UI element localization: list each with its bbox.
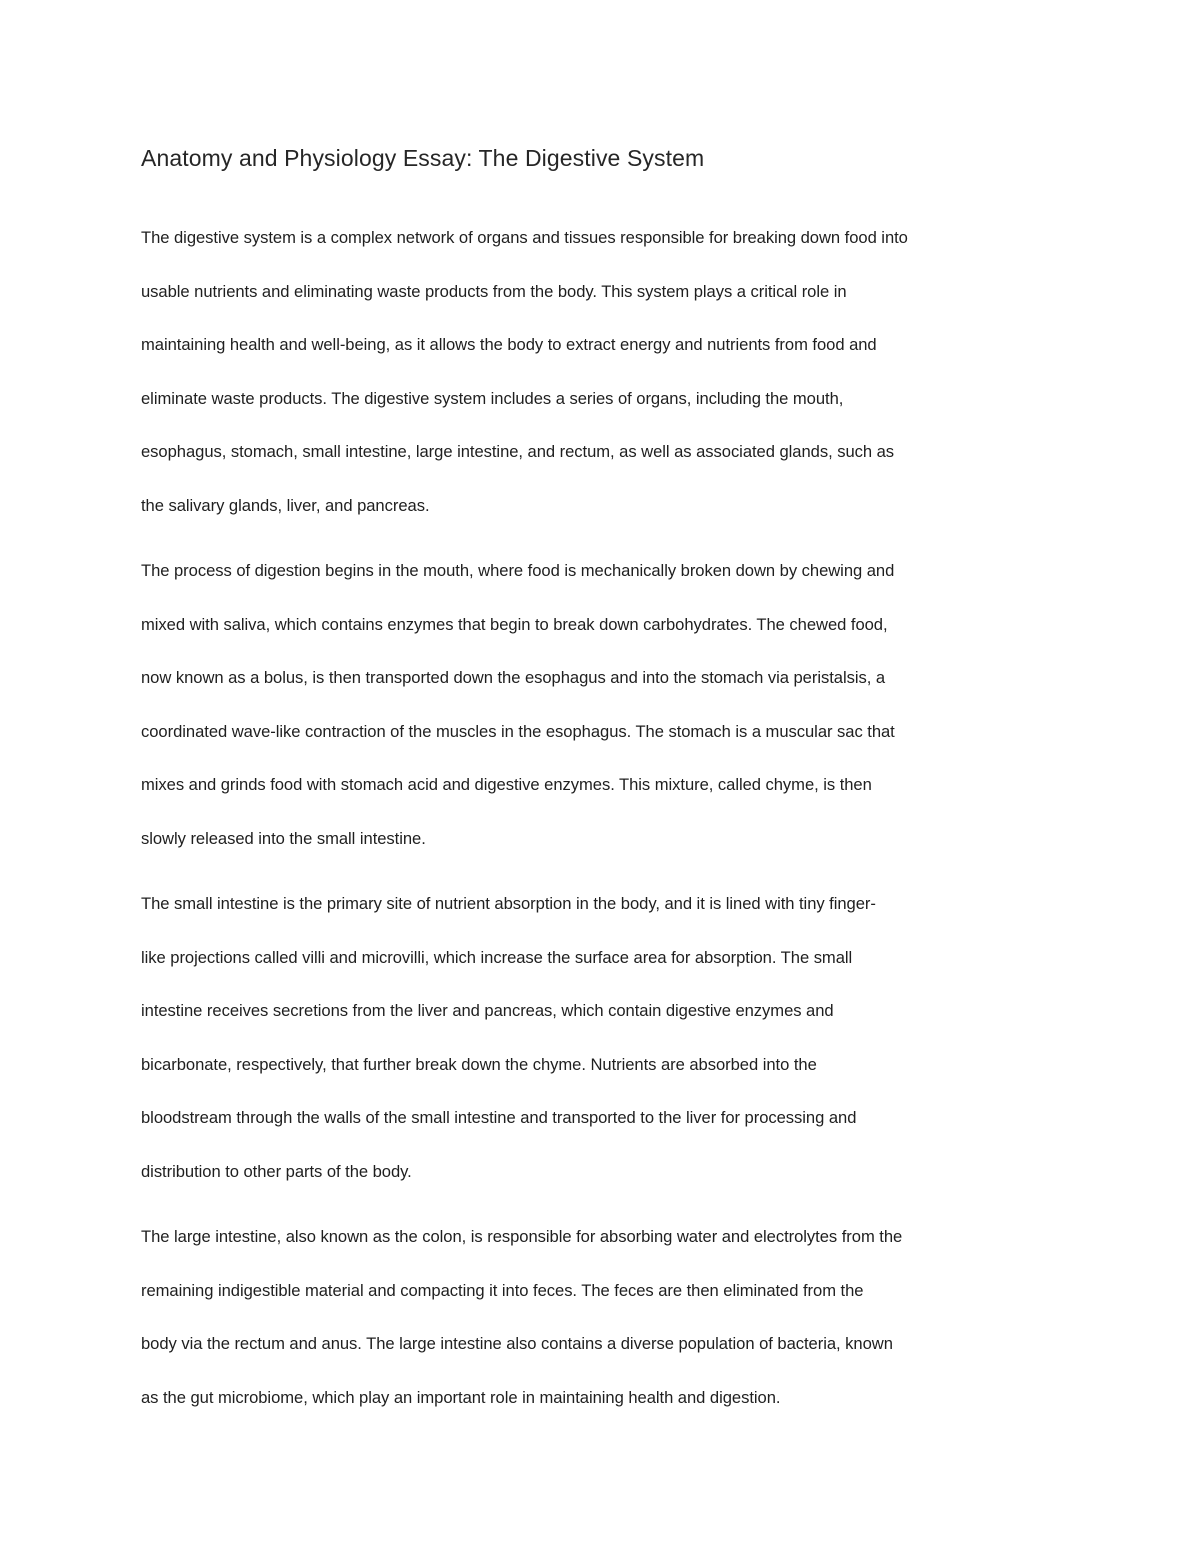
- paragraph-overview: [141, 211, 1065, 532]
- text-line: bloodstream through the walls of the small intestine and transported to the liver for processing and: [141, 1108, 857, 1127]
- text-line: maintaining health and well-being, as it allows the body to extract energy and nutrients from food and: [141, 335, 877, 354]
- text-line: like projections called villi and microvilli, which increase the surface area for absorption. The small: [141, 947, 853, 967]
- paragraph-digestion-process: [141, 544, 1065, 865]
- text-line: usable nutrients and eliminating waste products from the body. This system plays a critical role in: [141, 281, 847, 301]
- text-line: The small intestine is the primary site of nutrient absorption in the body, and it is lined with tiny finger-: [141, 894, 876, 913]
- text-line: the salivary glands, liver, and pancreas.: [141, 495, 430, 515]
- text-line: esophagus, stomach, small intestine, large intestine, and rectum, as well as associated glands, such as: [141, 442, 895, 461]
- text-line: remaining indigestible material and compacting it into feces. The feces are then eliminated from the: [141, 1280, 864, 1300]
- text-line: The large intestine, also known as the colon, is responsible for absorbing water and electrolytes from the: [141, 1227, 903, 1246]
- text-line: bicarbonate, respectively, that further break down the chyme. Nutrients are absorbed into the: [141, 1054, 817, 1074]
- document-body: [141, 138, 1065, 1436]
- text-line: mixes and grinds food with stomach acid and digestive enzymes. This mixture, called chyme, is then: [141, 775, 872, 794]
- paragraph-large-intestine: [141, 1210, 1065, 1424]
- text-line: body via the rectum and anus. The large intestine also contains a diverse population of bacteria, known: [141, 1334, 893, 1353]
- text-line: mixed with saliva, which contains enzymes that begin to break down carbohydrates. The chewed food,: [141, 614, 888, 634]
- text-line: intestine receives secretions from the liver and pancreas, which contain digestive enzymes and: [141, 1001, 834, 1020]
- text-line: now known as a bolus, is then transported down the esophagus and into the stomach via peristalsis, a: [141, 668, 886, 687]
- text-line: The process of digestion begins in the mouth, where food is mechanically broken down by chewing and: [141, 561, 895, 580]
- text-line: slowly released into the small intestine.: [141, 828, 426, 848]
- text-line: eliminate waste products. The digestive system includes a series of organs, including the mouth,: [141, 388, 844, 408]
- paragraph-small-intestine: [141, 877, 1065, 1198]
- text-line: coordinated wave-like contraction of the muscles in the esophagus. The stomach is a muscular sac that: [141, 721, 895, 741]
- document-title: Anatomy and Physiology Essay: The Digestive System: [141, 145, 705, 171]
- text-line: The digestive system is a complex network of organs and tissues responsible for breaking down food into: [141, 228, 908, 247]
- text-line: as the gut microbiome, which play an important role in maintaining health and digestion.: [141, 1387, 781, 1407]
- text-line: distribution to other parts of the body.: [141, 1161, 412, 1181]
